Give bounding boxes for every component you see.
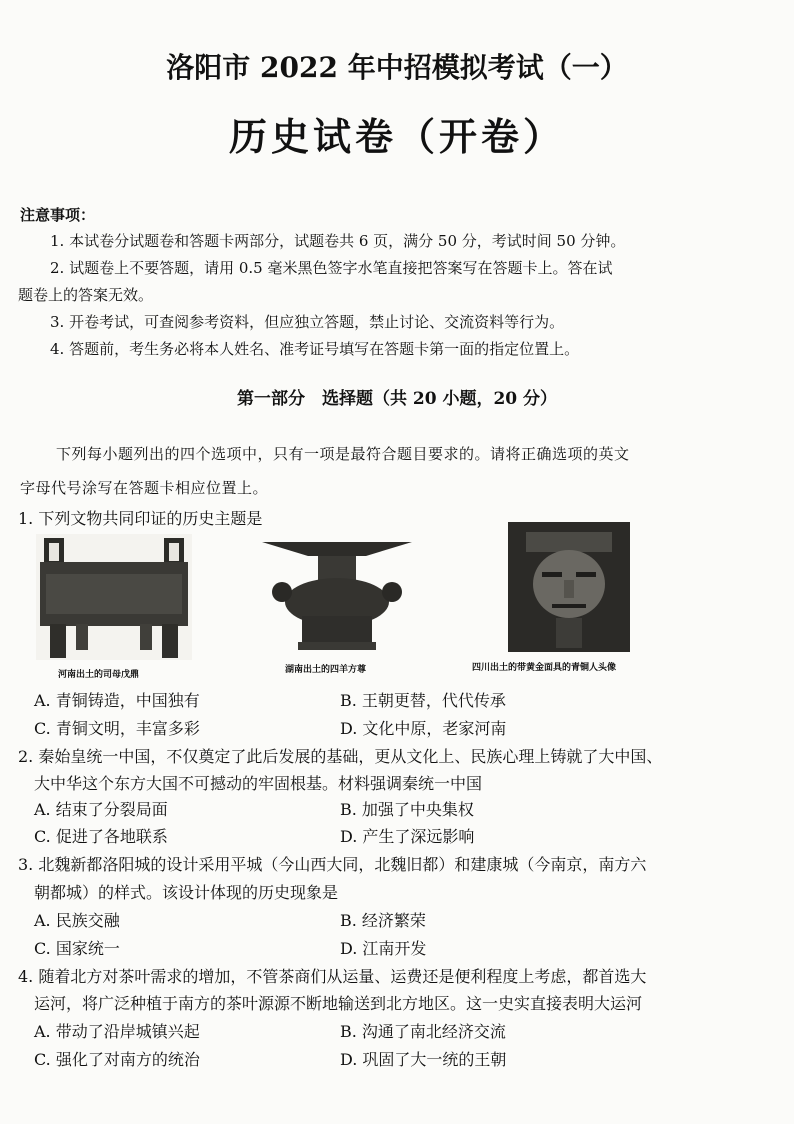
question-1-stem: 1. 下列文物共同印证的历史主题是 <box>18 509 263 528</box>
note-item-3: 3. 开卷考试，可查阅参考资料，但应独立答题，禁止讨论、交流资料等行为。 <box>50 313 565 331</box>
question-1-option-c: C. 青铜文明，丰富多彩 <box>34 719 200 738</box>
note-item-1: 1. 本试卷分试题卷和答题卡两部分，试题卷共 6 页，满分 50 分，考试时间 50 分钟。 <box>50 232 626 250</box>
artifact-caption-3: 四川出土的带黄金面具的青铜人头像 <box>472 663 617 673</box>
question-1-option-d: D. 文化中原，老家河南 <box>340 719 507 738</box>
note-item-4: 4. 答题前，考生务必将本人姓名、准考证号填写在答题卡第一面的指定位置上。 <box>50 340 580 358</box>
artifact-caption-2: 湖南出土的四羊方尊 <box>285 665 367 675</box>
notes-heading: 注意事项： <box>20 206 96 224</box>
question-3-stem-cont: 朝都城）的样式。该设计体现的历史现象是 <box>34 883 339 902</box>
question-4-option-c: C. 强化了对南方的统治 <box>34 1050 200 1069</box>
section-instruction-cont: 字母代号涂写在答题卡相应位置上。 <box>20 479 269 497</box>
exam-subtitle: 历史试卷（开卷） <box>228 114 565 159</box>
question-4-option-d: D. 巩固了大一统的王朝 <box>340 1050 507 1069</box>
question-2-option-d: D. 产生了深远影响 <box>340 827 475 846</box>
artifact-caption-1: 河南出土的司母戊鼎 <box>58 670 140 680</box>
question-1-option-a: A. 青铜铸造，中国独有 <box>34 691 200 710</box>
question-3-stem: 3. 北魏新都洛阳城的设计采用平城（今山西大同，北魏旧都）和建康城（今南京，南方六 <box>18 855 647 874</box>
exam-title: 洛阳市 2022 年中招模拟考试（一） <box>166 51 628 84</box>
question-4-stem-cont: 运河，将广泛种植于南方的茶叶源源不断地输送到北方地区。这一史实直接表明大运河 <box>34 994 643 1013</box>
note-item-2-cont: 题卷上的答案无效。 <box>18 286 154 304</box>
section-heading: 第一部分 选择题（共 20 小题，20 分） <box>236 389 558 409</box>
simuwu-ding-image <box>36 534 192 660</box>
question-3-option-b: B. 经济繁荣 <box>340 911 426 930</box>
question-2-option-c: C. 促进了各地联系 <box>34 827 168 846</box>
question-2-option-b: B. 加强了中央集权 <box>340 800 474 819</box>
section-instruction: 下列每小题列出的四个选项中，只有一项是最符合题目要求的。请将正确选项的英文 <box>56 445 630 463</box>
question-3-option-d: D. 江南开发 <box>340 939 427 958</box>
question-4-option-b: B. 沟通了南北经济交流 <box>340 1022 506 1041</box>
question-3-option-c: C. 国家统一 <box>34 939 120 958</box>
four-ram-zun-image <box>262 534 412 654</box>
note-item-2: 2. 试题卷上不要答题，请用 0.5 毫米黑色签字水笔直接把答案写在答题卡上。答在试 <box>50 259 613 277</box>
gold-mask-head-image <box>508 522 630 652</box>
question-4-stem: 4. 随着北方对茶叶需求的增加，不管茶商们从运量、运费还是便利程度上考虑，都首选大 <box>18 967 647 986</box>
question-2-stem: 2. 秦始皇统一中国，不仅奠定了此后发展的基础，更从文化上、民族心理上铸就了大中国、 <box>18 747 663 766</box>
question-2-stem-cont: 大中华这个东方大国不可撼动的牢固根基。材料强调秦统一中国 <box>34 774 483 793</box>
question-1-option-b: B. 王朝更替，代代传承 <box>340 691 506 710</box>
question-3-option-a: A. 民族交融 <box>34 911 120 930</box>
question-4-option-a: A. 带动了沿岸城镇兴起 <box>34 1022 200 1041</box>
question-2-option-a: A. 结束了分裂局面 <box>34 800 168 819</box>
